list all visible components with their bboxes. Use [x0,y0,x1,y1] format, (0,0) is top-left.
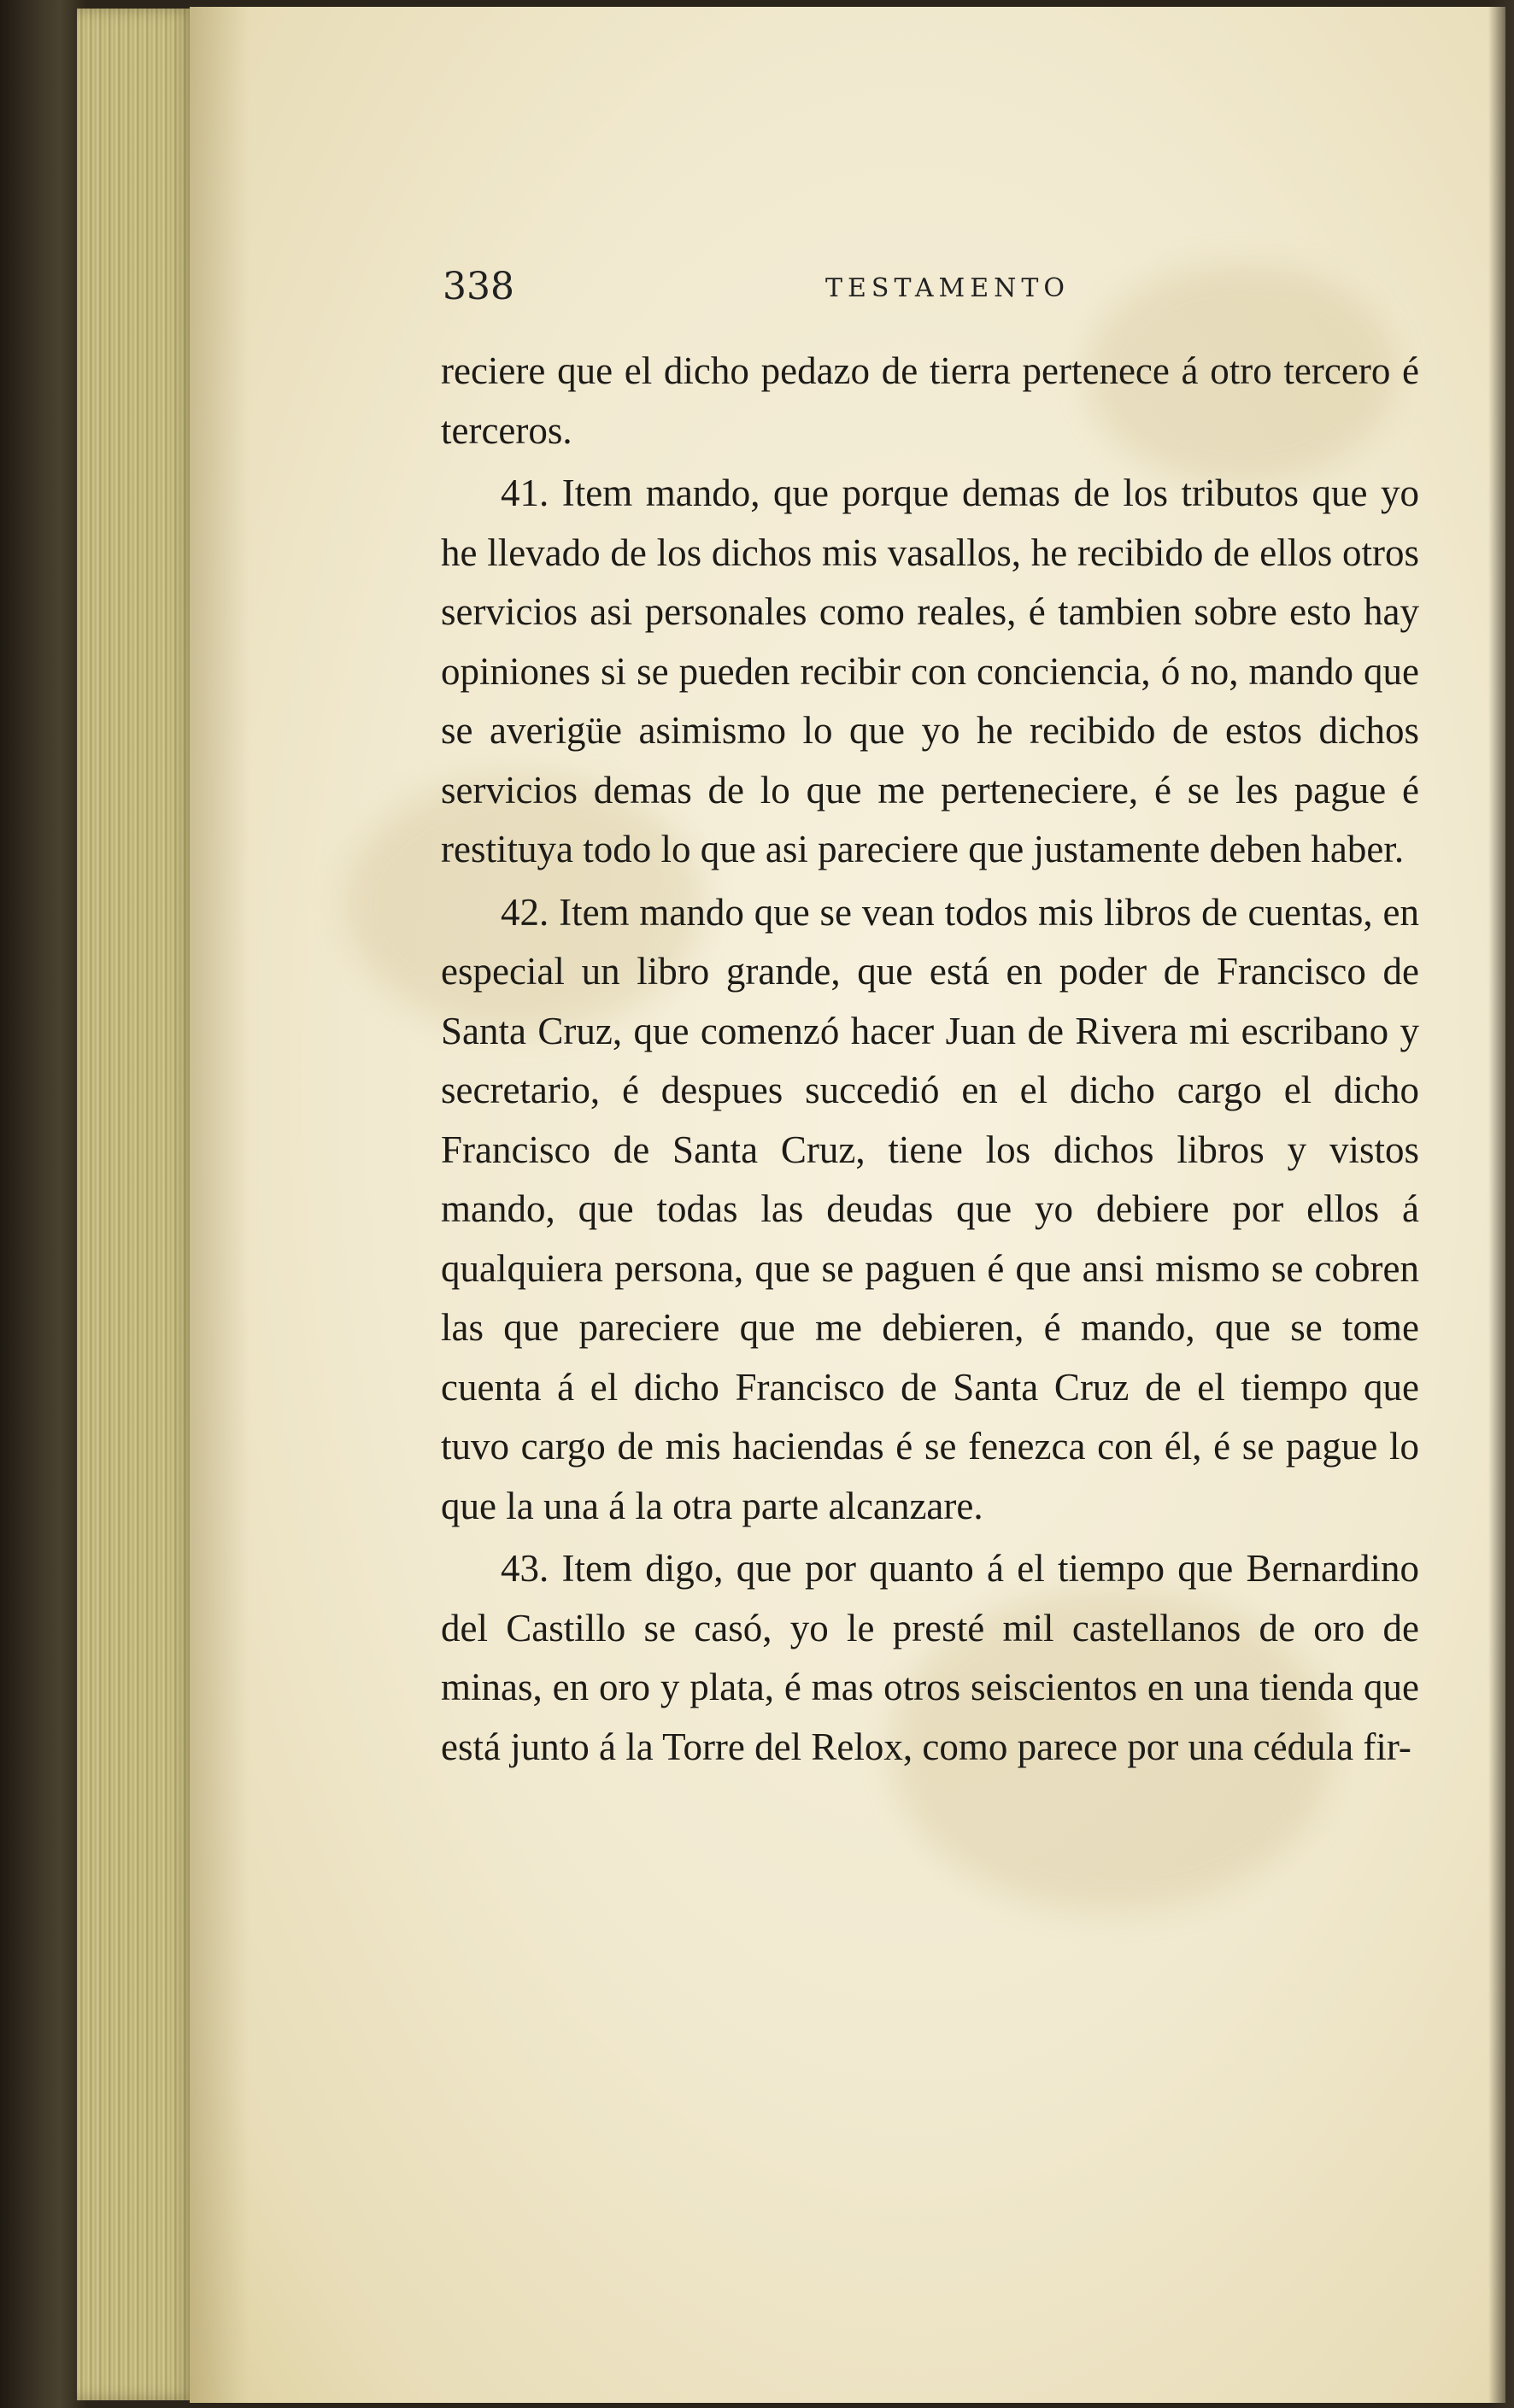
book-spine [0,0,85,2408]
page-edges [77,9,197,2400]
paragraph-item-43: 43. Item digo, que por quanto á el tiempo que Bernardino del Castillo se casó, yo le presté mil castellanos de oro de minas, en oro y plata, é mas otros seiscientos en una tienda que está junto á la Torre del Relox, como parece por una cédula fir- [441,1547,1419,1768]
paragraph-item-42: 42. Item mando que se vean todos mis libros de cuentas, en especial un libro grande, que está en poder de Francisco de Santa Cruz, que comenzó hacer Juan de Rivera mi escribano y secretario, é despues succedió en el dicho cargo el dicho Francisco de Santa Cruz, tiene los dichos libros y vistos mando, que todas las deudas que yo debiere por ellos á qualquiera persona, que se paguen é que ansi mismo se cobren las que pareciere que me debieren, é mando, que se tome cuenta á el dicho Francisco de Santa Cruz de el tiempo que tuvo cargo de mis haciendas é se fenezca con él, é se pague lo que la una á la otra parte alcanzare. [441,890,1419,1527]
body-text [441,342,1419,1777]
running-title: TESTAMENTO [825,273,1070,303]
page-number: 338 [443,265,514,308]
page-edge-shadow [1488,0,1514,2408]
page-header [443,265,1092,316]
paragraph-continued: reciere que el dicho pedazo de tierra pertenece á otro tercero é terceros. [441,349,1419,452]
paragraph-item-41: 41. Item mando, que porque demas de los tributos que yo he llevado de los dichos mis vasallos, he recibido de ellos otros servicios asi personales como reales, é tambien sobre esto hay opiniones si se pueden recibir con conciencia, ó no, mando que se averigüe asimismo lo que yo he recibido de estos dichos servicios demas de lo que me perteneciere, é se les pague é restituya todo lo que asi pareciere que justamente deben haber. [441,472,1419,870]
